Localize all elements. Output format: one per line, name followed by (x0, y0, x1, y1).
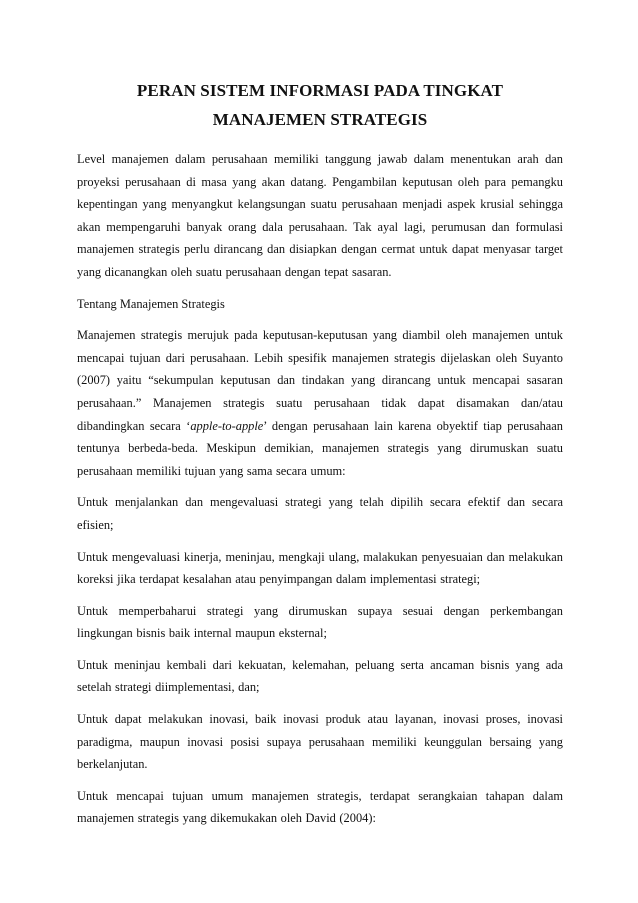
goal-paragraph: Untuk memperbaharui strategi yang dirumuskan supaya sesuai dengan perkembangan lingkungan bisnis baik internal maupun eksternal; (77, 603, 563, 641)
definition-paragraph (77, 324, 563, 482)
document-title (77, 76, 563, 134)
definition-text-part-2: ’ dengan perusahaan lain karena obyektif tiap perusahaan tentunya berbeda-beda. Meskipun demikian, manajemen strategis yang dirumuskan suatu perusahaan memiliki tujuan yang sama secara umum: (77, 418, 564, 478)
goal-paragraph: Untuk dapat melakukan inovasi, baik inovasi produk atau layanan, inovasi proses, inovasi paradigma, maupun inovasi posisi supaya perusahaan memiliki keunggulan bersaing yang berkelanjutan. (77, 712, 563, 772)
title-line-1: PERAN SISTEM INFORMASI PADA TINGKAT (136, 81, 504, 100)
section-heading: Tentang Manajemen Strategis (77, 296, 225, 311)
goal-paragraph: Untuk menjalankan dan mengevaluasi strategi yang telah dipilih secara efektif dan secara efisien; (77, 495, 563, 532)
definition-italic-term: apple-to-apple (190, 418, 264, 433)
goal-paragraph: Untuk meninjau kembali dari kekuatan, kelemahan, peluang serta ancaman bisnis yang ada setelah strategi diimplementasi, dan; (77, 657, 563, 695)
title-line-2: MANAJEMEN STRATEGIS (212, 110, 428, 129)
closing-paragraph: Untuk mencapai tujuan umum manajemen strategis, terdapat serangkaian tahapan dalam manajemen strategis yang dikemukakan oleh David (2004): (77, 788, 563, 826)
intro-paragraph: Level manajemen dalam perusahaan memiliki tanggung jawab dalam menentukan arah dan proyeksi perusahaan di masa yang akan datang. Pengambilan keputusan oleh para pemangku kepentingan yang menyangkut kelangsungan suatu perusahaan menjadi aspek krusial sehingga akan mempengaruhi banyak orang dala perusahaan. Tak ayal lagi, perumusan dan formulasi manajemen strategis perlu dirancang dan disiapkan dengan cermat untuk dapat menyasar target yang dicanangkan oleh suatu perusahaan dengan tepat sasaran. (77, 152, 563, 279)
goal-paragraph: Untuk mengevaluasi kinerja, meninjau, mengkaji ulang, malakukan penyesuaian dan melakukan koreksi jika terdapat kesalahan atau penyimpangan dalam implementasi strategi; (77, 549, 563, 587)
definition-text-part-1: Manajemen strategis merujuk pada keputusan-keputusan yang diambil oleh manajemen untuk mencapai tujuan dari perusahaan. Lebih spesifik manajemen strategis dijelaskan oleh Suyanto (2007) yaitu “sekumpulan keputusan dan tindakan yang dirancang untuk mencapai sasaran perusahaan.” Manajemen strategis suatu perusahaan tidak dapat disamakan dan/atau dibandingkan secara ‘ (77, 328, 563, 433)
document-page (77, 76, 563, 830)
